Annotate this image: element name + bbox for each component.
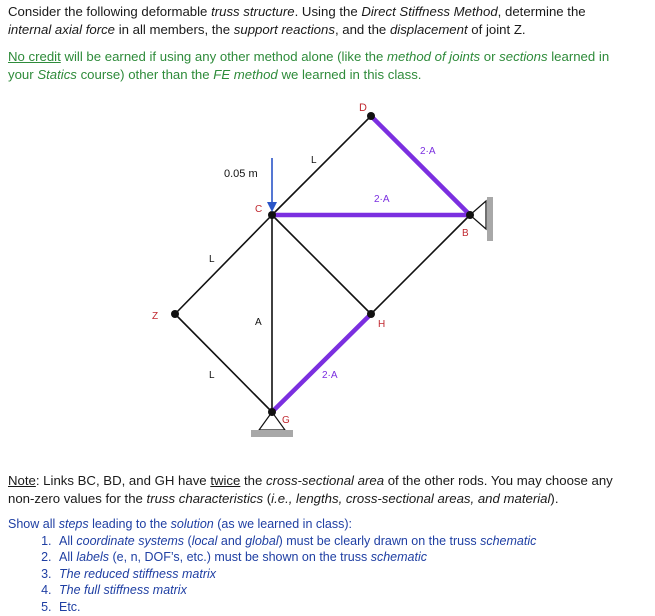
warning-text: learned in bbox=[547, 49, 610, 64]
load-label: 0.05 m bbox=[224, 168, 258, 180]
note-text: : Links BC, BD, and GH have bbox=[35, 473, 211, 488]
warning-text: sections bbox=[499, 49, 548, 64]
intro-text: displacement bbox=[389, 22, 468, 37]
note-text: Note bbox=[8, 473, 36, 488]
intro-text: Direct Stiffness Method bbox=[361, 4, 498, 19]
intro-text: , determine the bbox=[497, 4, 586, 19]
node-label-B: B bbox=[462, 228, 469, 239]
list-item: 3. The reduced stiffness matrix bbox=[55, 566, 648, 583]
intro-text: internal axial force bbox=[8, 22, 116, 37]
intro-text: support reactions bbox=[233, 22, 335, 37]
steps-intro bbox=[8, 516, 648, 533]
warning-text: we learned in this class. bbox=[277, 67, 422, 82]
steps-list bbox=[8, 533, 648, 616]
list-item: 5. Etc. bbox=[55, 599, 648, 616]
intro-text: truss structure bbox=[211, 4, 295, 19]
joint-B bbox=[466, 211, 474, 219]
list-item: 1. All coordinate systems (local and global) must be clearly drawn on the truss schematic bbox=[55, 533, 648, 550]
member-CD bbox=[272, 116, 371, 215]
intro-text: Consider the following deformable bbox=[8, 4, 212, 19]
note-text: the bbox=[240, 473, 267, 488]
warning-text: FE method bbox=[213, 67, 278, 82]
node-label-Z: Z bbox=[152, 311, 159, 322]
steps-section bbox=[8, 516, 648, 616]
joint-C bbox=[268, 211, 276, 219]
warning-text: your bbox=[8, 67, 38, 82]
warning-text: No credit bbox=[8, 49, 61, 64]
note-text: twice bbox=[210, 473, 241, 488]
area-label-BD: 2·A bbox=[420, 146, 436, 157]
roller-support-B bbox=[470, 197, 493, 241]
length-label-top: L bbox=[311, 155, 317, 166]
member-BH bbox=[371, 215, 470, 314]
node-label-C: C bbox=[255, 204, 263, 215]
note-text: non-zero values for the bbox=[8, 491, 147, 506]
warning-text: or bbox=[480, 49, 500, 64]
warning-text: method of joints bbox=[387, 49, 481, 64]
member-CH bbox=[272, 215, 371, 314]
area-label-GH: 2·A bbox=[322, 370, 338, 381]
steps-text: Show all bbox=[8, 517, 59, 531]
list-item: 2. All labels (e, n, DOF’s, etc.) must be shown on the truss schematic bbox=[55, 549, 648, 566]
member-CZ bbox=[175, 215, 272, 314]
steps-text: solution bbox=[170, 517, 214, 531]
area-label-BC: 2·A bbox=[374, 194, 390, 205]
warning-text: course) other than the bbox=[76, 67, 214, 82]
steps-text: leading to the bbox=[88, 517, 171, 531]
joint-H bbox=[367, 310, 375, 318]
steps-text: (as we learned in class): bbox=[213, 517, 352, 531]
node-label-A: A bbox=[255, 317, 262, 328]
joint-D bbox=[367, 112, 375, 120]
intro-text: . Using the bbox=[294, 4, 362, 19]
note-text: ( bbox=[263, 491, 272, 506]
note-text: ). bbox=[550, 491, 559, 506]
joint-Z bbox=[171, 310, 179, 318]
note-text: of the other rods. You may choose any bbox=[384, 473, 613, 488]
length-label-left-lower: L bbox=[209, 370, 215, 381]
note-paragraph bbox=[8, 472, 648, 508]
note-text: truss characteristics bbox=[146, 491, 264, 506]
note-text: i.e., lengths, cross-sectional areas, and material bbox=[271, 491, 551, 506]
node-label-H: H bbox=[378, 319, 386, 330]
load-arrow-icon bbox=[267, 158, 277, 212]
list-item: 4. The full stiffness matrix bbox=[55, 582, 648, 599]
member-GH bbox=[272, 314, 371, 412]
steps-text: steps bbox=[58, 517, 89, 531]
warning-text: Statics bbox=[37, 67, 77, 82]
length-label-left-upper: L bbox=[209, 254, 215, 265]
intro-text: of joint Z. bbox=[467, 22, 526, 37]
warning-text: will be earned if using any other method alone (like the bbox=[60, 49, 387, 64]
node-label-G: G bbox=[282, 415, 290, 426]
joint-G bbox=[268, 408, 276, 416]
member-ZG bbox=[175, 314, 272, 412]
node-label-D: D bbox=[359, 102, 367, 114]
note-text: cross-sectional area bbox=[266, 473, 385, 488]
intro-text: , and the bbox=[334, 22, 390, 37]
intro-text: in all members, the bbox=[115, 22, 234, 37]
